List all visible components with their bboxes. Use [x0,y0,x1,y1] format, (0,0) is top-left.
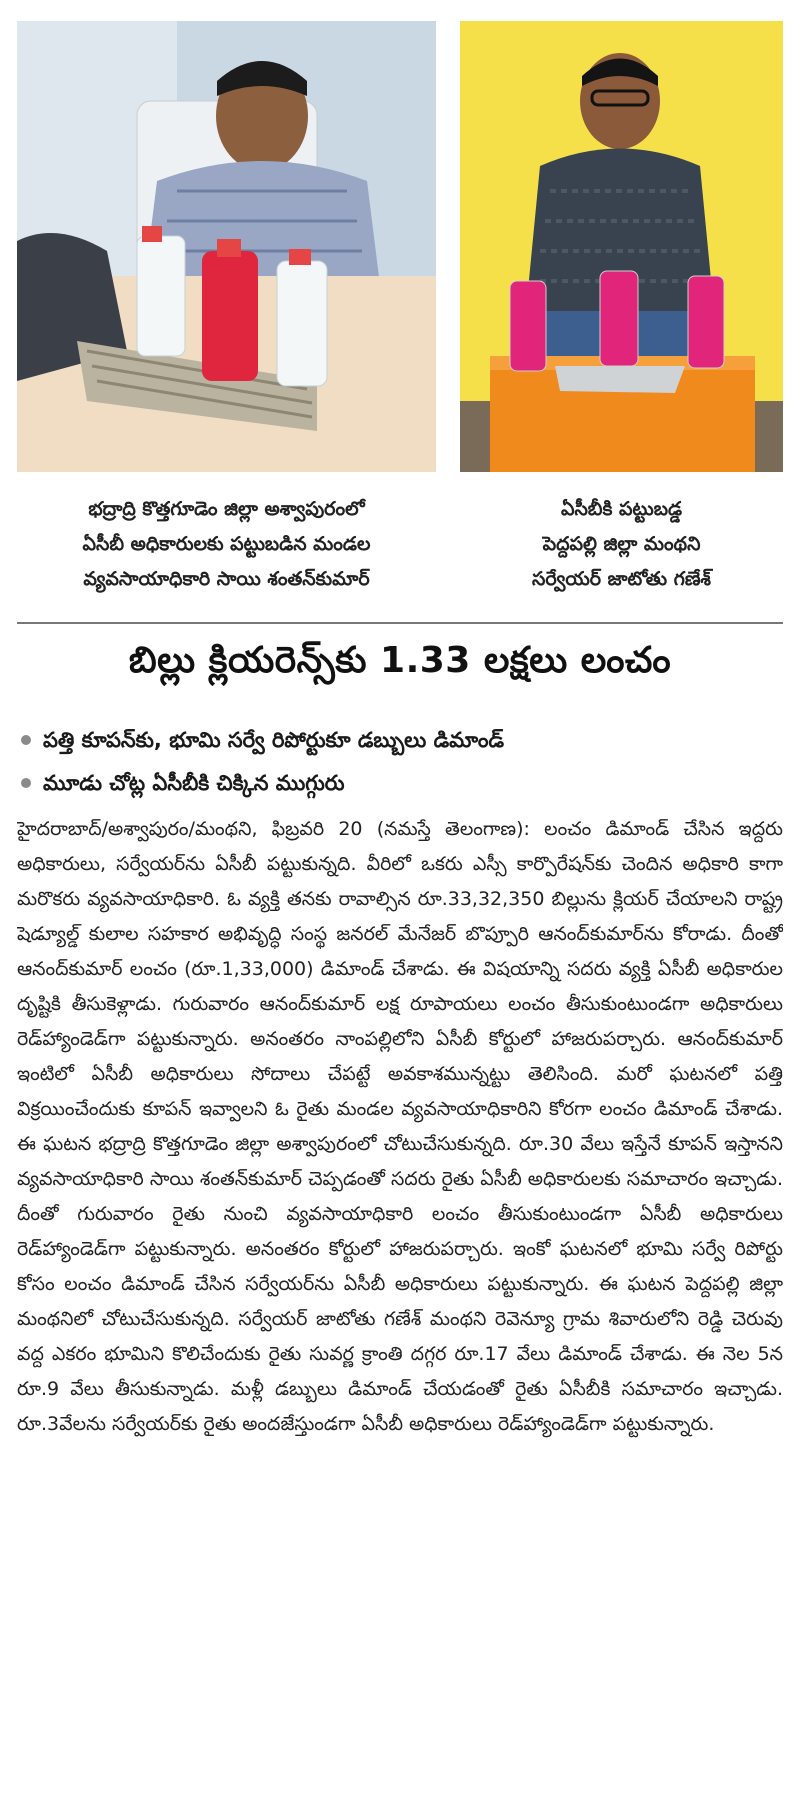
photo-accused-officer-left [17,21,436,472]
divider-rule [17,622,783,624]
bullet-dot-icon [21,778,31,788]
caption-left-line-1: భద్రాద్రి కొత్తగూడెం జిల్లా అశ్వాపురంలో [88,498,365,520]
photo-caption-left [17,492,436,597]
caption-right-line-1: ఏసీబీకి పట్టుబడ్డ [560,498,683,520]
photo-accused-surveyor-right [460,21,783,472]
subheading-bullet-1 [17,728,504,758]
article-body: హైదరాబాద్/అశ్వాపురం/మంథని, ఫిబ్రవరి 20 (నమస్తే తెలంగాణ): లంచం డిమాండ్ చేసిన ఇద్దరు అధికారులు, సర్వేయర్‌ను ఏసీబీ పట్టుకున్నది. వీరిలో ఒకరు ఎస్సీ కార్పొరేషన్‌కు చెందిన అధికారి కాగా మరొకరు వ్యవసాయాధికారి. ఓ వ్యక్తి తనకు రావాల్సిన రూ.33,32,350 బిల్లును క్లియర్ చేయాలని రాష్ట్ర షెడ్యూల్డ్ కులాల సహకార అభివృద్ధి సంస్థ జనరల్ మేనేజర్ బొప్పూరి ఆనంద్‌కుమార్‌ను కోరాడు. దీంతో ఆనంద్‌కుమార్ లంచం (రూ.1,33,000) డిమాండ్ చేశాడు. ఈ విషయాన్ని సదరు వ్యక్తి ఏసీబీ అధికారుల దృష్టికి తీసుకెళ్లాడు. గురువారం ఆనంద్‌కుమార్ లక్ష రూపాయలు లంచం తీసుకుంటుండగా అధికారులు రెడ్‌హ్యాండెడ్‌గా పట్టుకున్నారు. అనంతరం నాంపల్లిలోని ఏసీబీ కోర్టులో హాజరుపర్చారు. ఆనంద్‌కుమార్ ఇంటిలో ఏసీబీ అధికారులు సోదాలు చేపట్టే అవకాశమున్నట్టు తెలిసింది. మరో ఘటనలో పత్తి విక్రయించేందుకు కూపన్ ఇవ్వాలని ఓ రైతు మండల వ్యవసాయాధికారిని కోరగా లంచం డిమాండ్ చేశాడు. ఈ ఘటన భద్రాద్రి కొత్తగూడెం జిల్లా అశ్వాపురంలో చోటుచేసుకున్నది. రూ.30 వేలు ఇస్తేనే కూపన్ ఇస్తానని వ్యవసాయాధికారి సాయి శంతన్‌కుమార్ చెప్పడంతో సదరు రైతు ఏసీబీ అధికారులకు సమాచారం ఇచ్చాడు. దీంతో గురువారం రైతు నుంచి వ్యవసాయాధికారి లంచం తీసుకుంటుండగా ఏసీబీ అధికారులు రెడ్‌హ్యాండెడ్‌గా పట్టుకున్నారు. అనంతరం కోర్టులో హాజరుపర్చారు. ఇంకో ఘటనలో భూమి సర్వే రిపోర్టు కోసం లంచం డిమాండ్ చేసిన సర్వేయర్‌ను ఏసీబీ అధికారులు పట్టుకున్నారు. ఈ ఘటన పెద్దపల్లి జిల్లా మంథనిలో చోటుచేసుకున్నది. సర్వేయర్ జాటోతు గణేశ్ మంథని రెవెన్యూ గ్రామ శివారులోని రెడ్డి చెరువు వద్ద ఎకరం భూమిని కొలిచేందుకు రైతు సువర్ణ క్రాంతి దగ్గర రూ.17 వేలు డిమాండ్ చేశాడు. ఈ నెల 5న రూ.9 వేలు తీసుకున్నాడు. మళ్లీ డబ్బులు డిమాండ్ చేయడంతో రైతు ఏసీబీకి సమాచారం ఇచ్చాడు. రూ.3వేలను సర్వేయర్‌కు రైతు అందజేస్తుండగా ఏసీబీ అధికారులు రెడ్‌హ్యాండెడ్‌గా పట్టుకున్నారు. [17,818,783,1435]
article-headline: బిల్లు క్లియరెన్స్‌కు 1.33 లక్షలు లంచం [128,640,672,681]
caption-left-line-2: ఏసీబీ అధికారులకు పట్టుబడిన మండల [82,533,371,555]
caption-right-line-2: పెద్దపల్లి జిల్లా మంథని [542,533,701,555]
photo-caption-right [460,492,783,597]
bullet-dot-icon [21,735,31,745]
photo-right-illustration [460,21,783,472]
caption-right-line-3: సర్వేయర్ జాటోతు గణేశ్ [532,568,711,590]
subheading-bullet-2 [17,771,345,801]
photo-left-illustration [17,21,436,472]
bullet-2-text: మూడు చోట్ల ఏసీబీకి చిక్కిన ముగ్గురు [43,771,345,795]
caption-left-line-3: వ్యవసాయాధికారి సాయి శంతన్‌కుమార్ [83,568,370,590]
bullet-1-text: పత్తి కూపన్‌కు, భూమి సర్వే రిపోర్టుకూ డబ్బులు డిమాండ్ [43,728,505,752]
